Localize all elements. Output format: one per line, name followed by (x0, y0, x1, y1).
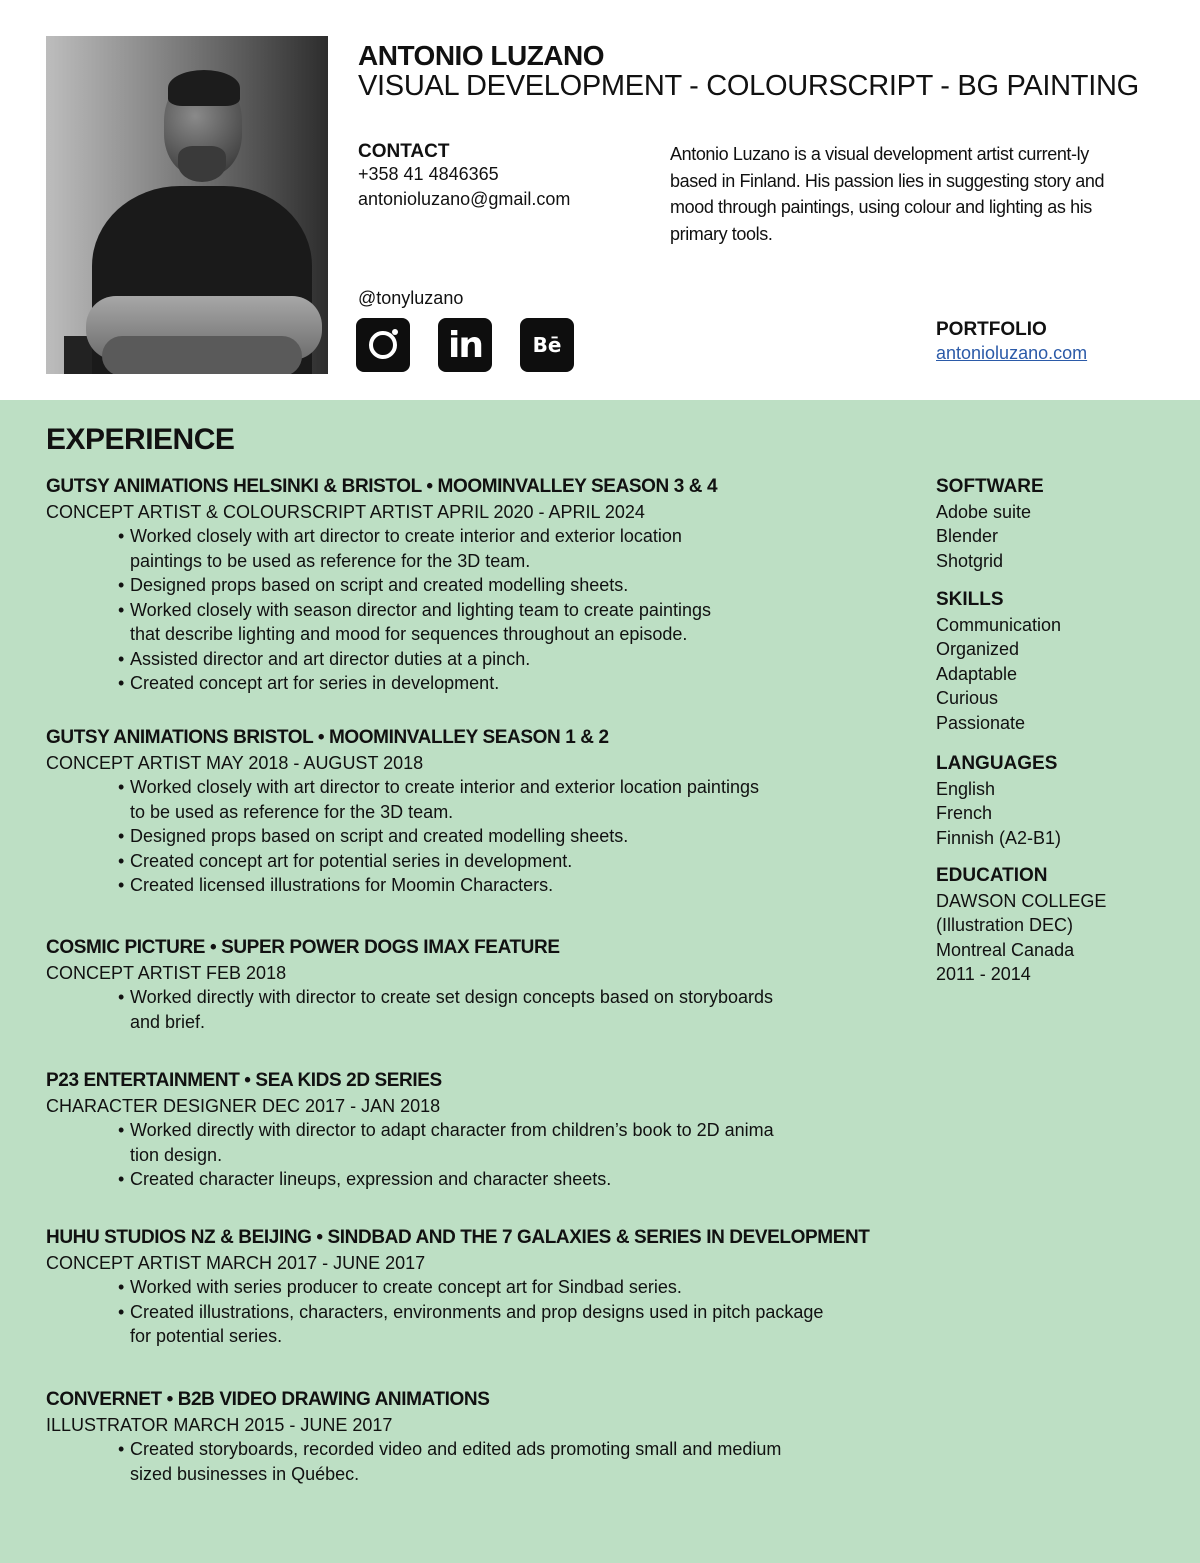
software-section (936, 475, 1176, 573)
job-bullet: • Worked closely with season director and lighting team to create paintings that describe lighting and mood for sequences throughout an episode. (118, 598, 916, 647)
skills-item: Passionate (936, 712, 1026, 733)
job-entry (46, 475, 916, 696)
job-bullet: • Created licensed illustrations for Moomin Characters. (118, 873, 916, 898)
skills-item: Organized (936, 639, 1020, 659)
skills-heading: SKILLS (936, 589, 1004, 610)
job-bullets (46, 524, 916, 696)
instagram-dot (392, 329, 398, 335)
job-entry (46, 1069, 916, 1192)
contact-heading: CONTACT (358, 141, 450, 162)
behance-glyph: Bē (532, 333, 562, 357)
job-bullet: • Created storyboards, recorded video and edited ads promoting small and medium sized businesses in Québec. (118, 1437, 916, 1486)
job-bullet: • Worked directly with director to create set design concepts based on storyboards and brief. (118, 985, 916, 1034)
education-item: 2011 - 2014 (936, 964, 1031, 984)
skills-item: Curious (936, 688, 999, 708)
job-bullet: • Created illustrations, characters, environments and prop designs used in pitch package for potential series. (118, 1300, 916, 1349)
job-title: CHARACTER DESIGNER DEC 2017 - JAN 2018 (46, 1095, 441, 1116)
skills-item: Communication (936, 614, 1062, 635)
person-role: VISUAL DEVELOPMENT - COLOURSCRIPT - BG PAINTING (358, 70, 1139, 102)
photo-beard (178, 146, 226, 182)
experience-title: EXPERIENCE (46, 423, 235, 456)
person-name: ANTONIO LUZANO (358, 40, 605, 71)
contact-phone[interactable]: +358 41 4846365 (358, 164, 499, 184)
behance-icon[interactable] (520, 318, 574, 372)
linkedin-icon[interactable] (438, 318, 492, 372)
skills-item: Adaptable (936, 663, 1018, 684)
instagram-icon[interactable] (356, 318, 410, 372)
job-bullets (46, 775, 916, 898)
languages-section (936, 752, 1176, 850)
bio-text: Antonio Luzano is a visual development artist current-ly based in Finland. His passion lies in suggesting story and mood through paintings, using colour and lighting as his primary tools. (670, 144, 1105, 244)
social-handle: @tonyluzano (358, 288, 464, 308)
photo-forearm (102, 336, 302, 374)
education-item: DAWSON COLLEGE (936, 890, 1107, 911)
instagram-ring (369, 331, 397, 359)
job-title: CONCEPT ARTIST MAY 2018 - AUGUST 2018 (46, 752, 424, 773)
profile-photo (46, 36, 328, 374)
job-bullet: • Created concept art for series in development. (118, 671, 916, 696)
job-heading: GUTSY ANIMATIONS BRISTOL • MOOMINVALLEY SEASON 1 & 2 (46, 727, 609, 748)
education-item: (Illustration DEC) (936, 915, 1074, 935)
job-bullet: • Designed props based on script and created modelling sheets. (118, 824, 916, 849)
photo-hair (168, 70, 240, 106)
job-bullets (46, 1437, 916, 1486)
job-bullet: • Worked with series producer to create concept art for Sindbad series. (118, 1275, 916, 1300)
contact-email[interactable]: antonioluzano@gmail.com (358, 189, 571, 209)
job-bullet: • Worked closely with art director to create interior and exterior location paintings to be used as reference for the 3D team. (118, 775, 916, 824)
software-item: Adobe suite (936, 501, 1032, 522)
education-section (936, 864, 1176, 987)
software-item: Blender (936, 526, 999, 546)
languages-heading: LANGUAGES (936, 753, 1058, 774)
job-heading: CONVERNET • B2B VIDEO DRAWING ANIMATIONS (46, 1389, 490, 1410)
job-bullet: • Created concept art for potential series in development. (118, 849, 916, 874)
job-bullets (46, 1275, 916, 1349)
job-heading: COSMIC PICTURE • SUPER POWER DOGS IMAX FEATURE (46, 937, 560, 958)
languages-item: English (936, 778, 996, 799)
education-heading: EDUCATION (936, 865, 1048, 886)
job-entry (46, 936, 916, 1034)
job-title: CONCEPT ARTIST FEB 2018 (46, 962, 287, 983)
linkedin-glyph: in (448, 324, 482, 366)
job-title: CONCEPT ARTIST MARCH 2017 - JUNE 2017 (46, 1252, 426, 1273)
job-bullet: • Assisted director and art director duties at a pinch. (118, 647, 916, 672)
software-heading: SOFTWARE (936, 476, 1044, 497)
job-heading: HUHU STUDIOS NZ & BEIJING • SINDBAD AND THE 7 GALAXIES & SERIES IN DEVELOPMENT (46, 1227, 870, 1248)
skills-section (936, 588, 1176, 735)
job-bullet: • Worked directly with director to adapt character from children’s book to 2D anima tion design. (118, 1118, 916, 1167)
languages-item: French (936, 803, 993, 823)
portfolio-link[interactable]: antonioluzano.com (936, 343, 1088, 363)
job-entry (46, 726, 916, 898)
software-item: Shotgrid (936, 550, 1004, 571)
education-item: Montreal Canada (936, 939, 1075, 960)
portfolio-heading: PORTFOLIO (936, 319, 1047, 340)
job-title: CONCEPT ARTIST & COLOURSCRIPT ARTIST APRIL 2020 - APRIL 2024 (46, 501, 645, 522)
job-heading: GUTSY ANIMATIONS HELSINKI & BRISTOL • MOOMINVALLEY SEASON 3 & 4 (46, 476, 718, 497)
languages-item: Finnish (A2-B1) (936, 827, 1062, 848)
job-entry (46, 1226, 916, 1349)
job-bullet: • Worked closely with art director to create interior and exterior location paintings to be used as reference for the 3D team. (118, 524, 916, 573)
job-bullets (46, 985, 916, 1034)
job-bullet: • Created character lineups, expression and character sheets. (118, 1167, 916, 1192)
job-entry (46, 1388, 916, 1486)
job-bullets (46, 1118, 916, 1192)
job-bullet: • Designed props based on script and created modelling sheets. (118, 573, 916, 598)
job-title: ILLUSTRATOR MARCH 2015 - JUNE 2017 (46, 1414, 393, 1435)
job-heading: P23 ENTERTAINMENT • SEA KIDS 2D SERIES (46, 1070, 442, 1091)
